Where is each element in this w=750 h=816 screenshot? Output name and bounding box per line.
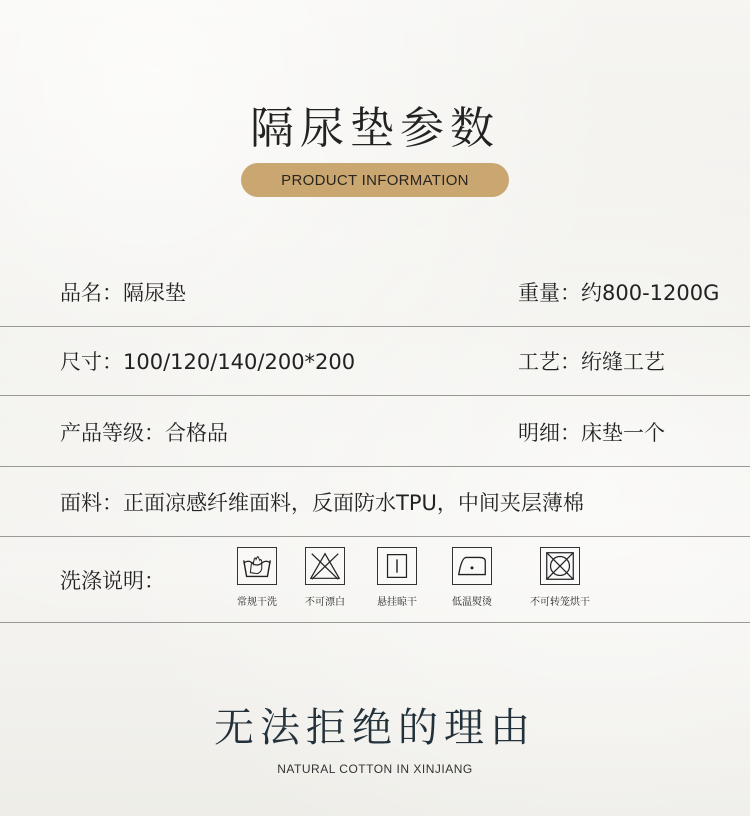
page-title: 隔尿垫参数 xyxy=(250,103,500,154)
wash-item-low-iron xyxy=(437,547,507,608)
spec-name: 品名：隔尿垫 xyxy=(60,281,186,305)
badge-label: PRODUCT INFORMATION xyxy=(281,171,469,189)
wash-item-no-bleach xyxy=(290,547,360,608)
caption-no-bleach: 不可漂白 xyxy=(305,597,345,608)
no-bleach-icon xyxy=(305,547,345,585)
caption-hang-dry: 悬挂晾干 xyxy=(377,597,417,608)
spec-fabric: 面料：正面凉感纤维面料，反面防水TPU，中间夹层薄棉 xyxy=(60,491,584,515)
product-information-badge xyxy=(241,163,509,197)
no-tumble-dry-icon xyxy=(540,547,580,585)
spec-row-washing xyxy=(0,537,750,623)
spec-size: 尺寸：100/120/140/200*200 xyxy=(60,350,356,374)
caption-hand-wash: 常规干洗 xyxy=(237,597,277,608)
reasons-title: 无法拒绝的理由 xyxy=(214,705,536,751)
wash-item-no-tumble-dry xyxy=(525,547,595,608)
spec-row-fabric xyxy=(0,468,750,537)
reasons-subtitle: NATURAL COTTON IN XINJIANG xyxy=(277,762,473,776)
hand-wash-icon xyxy=(237,547,277,585)
spec-detail: 明细：床垫一个 xyxy=(518,421,665,445)
caption-no-tumble-dry: 不可转笼烘干 xyxy=(530,597,590,608)
spec-craft: 工艺：绗缝工艺 xyxy=(518,350,665,374)
spec-grade: 产品等级：合格品 xyxy=(60,421,228,445)
spec-row-size-craft xyxy=(0,327,750,396)
spec-weight: 重量：约800-1200G xyxy=(518,281,720,305)
caption-low-iron: 低温熨烫 xyxy=(452,597,492,608)
hang-dry-icon xyxy=(377,547,417,585)
spec-row-name-weight xyxy=(0,258,750,327)
wash-item-hang-dry xyxy=(362,547,432,608)
wash-item-hand-wash xyxy=(222,547,292,608)
washing-label: 洗涤说明： xyxy=(60,568,165,593)
spec-row-grade-detail xyxy=(0,398,750,467)
low-iron-icon xyxy=(452,547,492,585)
